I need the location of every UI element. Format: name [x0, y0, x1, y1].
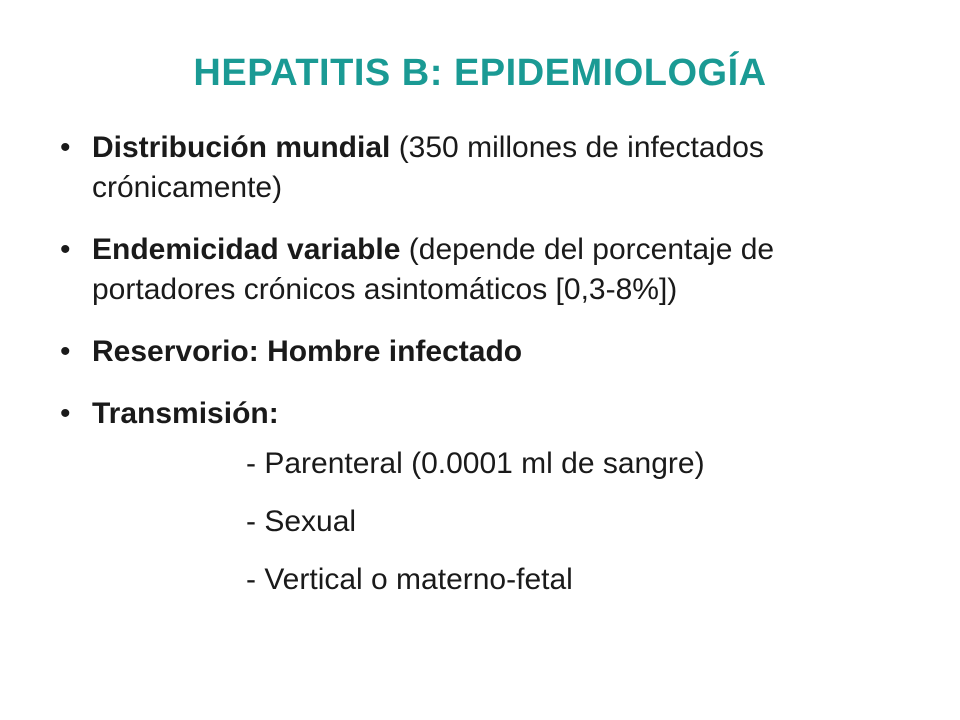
bullet-endemicity-text: (depende del porcentaje de portadores crónicos asintomáticos [0,3-8%]) [92, 233, 775, 306]
slide-title: HEPATITIS B: EPIDEMIOLOGÍA [193, 52, 767, 94]
bullet-endemicity-bold: Endemicidad variable [92, 233, 401, 266]
bullet-list [60, 128, 920, 622]
bullet-endemicity [60, 230, 920, 310]
bullet-dot-icon: • [60, 397, 71, 430]
bullet-dot-icon: • [60, 131, 71, 164]
transmission-sub-list [92, 444, 920, 600]
transmission-item-vertical: - Vertical o materno-fetal [246, 563, 573, 596]
bullet-reservoir [60, 332, 920, 372]
transmission-item-sexual: - Sexual [246, 505, 357, 538]
transmission-item-parenteral: - Parenteral (0.0001 ml de sangre) [246, 447, 705, 480]
bullet-dot-icon: • [60, 335, 71, 368]
bullet-distribution [60, 128, 920, 208]
bullet-transmission [60, 394, 920, 600]
bullet-dot-icon: • [60, 233, 71, 266]
bullet-reservoir-bold: Reservorio: Hombre infectado [92, 335, 523, 368]
bullet-distribution-bold: Distribución mundial [92, 131, 391, 164]
bullet-distribution-text: (350 millones de infectados crónicamente) [92, 131, 764, 204]
bullet-transmission-bold: Transmisión: [92, 397, 279, 430]
